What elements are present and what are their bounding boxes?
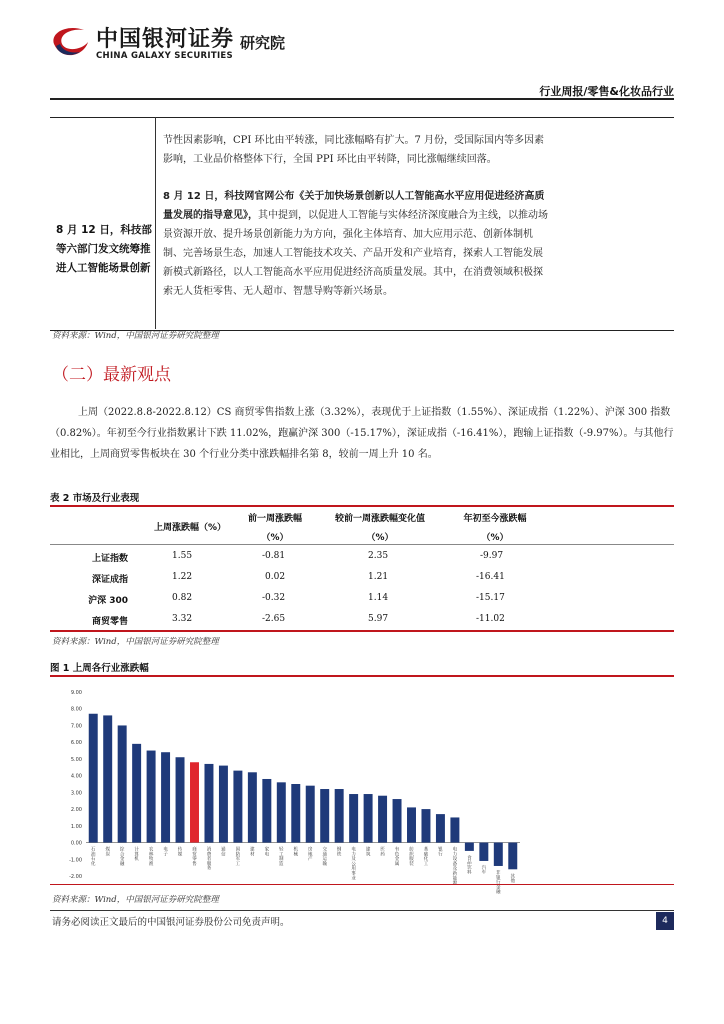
category-label: 其他 — [510, 874, 516, 885]
page-number: 4 — [656, 912, 674, 930]
category-label: 机械 — [293, 847, 299, 858]
category-label: 家电 — [264, 847, 270, 858]
chart-bar — [436, 814, 445, 842]
source-note-2: 资料来源：Wind，中国银河证券研究院整理 — [52, 637, 219, 647]
table-cell: 3.32 — [172, 614, 193, 624]
chart-bar — [479, 843, 488, 861]
footer-disclaimer: 请务必阅读正文最后的中国银河证券股份公司免责声明。 — [52, 917, 290, 928]
table-caption: 表 2 市场及行业表现 — [50, 493, 140, 504]
row-label-hs300: 沪深 300 — [88, 596, 128, 606]
table-cell: 1.14 — [368, 593, 389, 603]
row-label-retail: 商贸零售 — [91, 617, 128, 627]
table-cell: -9.97 — [480, 551, 504, 561]
news-paragraph-2 — [163, 187, 549, 301]
category-label: 医药 — [380, 847, 385, 858]
brand-name-en: CHINA GALAXY SECURITIES — [96, 51, 233, 61]
chart-bar — [306, 786, 315, 843]
chart-bar — [407, 807, 416, 842]
brand-subtitle: 研究院 — [240, 34, 286, 52]
col-header-4: 年初至今涨跌幅 — [463, 514, 527, 524]
brand-name-cn: 中国银河证券 — [96, 27, 235, 52]
category-label: 计算机 — [134, 847, 139, 863]
category-label: 轻工制造 — [279, 847, 284, 867]
chart-bar — [219, 766, 228, 843]
chart-bar — [190, 762, 199, 842]
chart-bar — [378, 796, 387, 843]
news-body: 其中提到，以促进人工智能与实体经济深度融合为主线，以推动场景资源开放、提升场景创新能力为方向，强化主体培育、加大应用示范、创新体制机制、完善场景生态，加速人工智能技术攻关、产品开发和产业培育，探索人工智能发展新模式新路径，以人工智能高水平应用促进经济高质量发展。其中，在消费领域积极探索无人货柜零售、无人超市、智慧导购等新兴场景。 — [163, 210, 548, 297]
news-left-label: 8 月 12 日，科技部等六部门发文统筹推进人工智能场景创新 — [56, 224, 152, 274]
category-label: 银行 — [438, 847, 443, 858]
y-tick-label: 4.00 — [70, 773, 82, 780]
section-paragraph: 上周（2022.8.8-2022.8.12）CS 商贸零售指数上涨（3.32%），表现优于上证指数（1.55%）、深证成指（1.22%）、沪深 300 指数（0.82%）。年初至今行业指数累计下跌 11.02%，跑赢沪深 300（-15.17%），深证成指（-16.41%），跑输上证指数（-9.97%）。与其他行业相比，上周商贸零售板块在 30 个行业分类中涨跌幅排名第 8，较前一周上升 10 名。 — [50, 407, 674, 460]
category-label: 建筑 — [365, 847, 371, 858]
category-label: 电力及公用事业 — [351, 847, 356, 882]
category-label: 国防军工 — [235, 847, 241, 867]
col-header-2: 前一周涨跌幅 — [247, 514, 302, 524]
y-tick-label: 8.00 — [70, 706, 82, 713]
table-cell: 1.22 — [172, 572, 193, 582]
category-label: 电力设备及新能 — [452, 847, 458, 882]
category-label: 建材 — [250, 847, 255, 858]
chart-bar — [89, 714, 98, 843]
table-cell: 1.21 — [368, 572, 389, 582]
figure-bottom-rule — [50, 884, 674, 885]
y-tick-label: 2.00 — [70, 807, 82, 814]
category-label: 交通运输 — [322, 847, 327, 867]
chart-bar — [335, 789, 344, 843]
chart-bar — [320, 789, 329, 843]
table-cell: -16.41 — [476, 572, 505, 582]
chart-bar — [147, 751, 156, 843]
category-label: 基础化工 — [423, 847, 429, 867]
table-cell: -11.02 — [476, 614, 505, 624]
chart-bar — [118, 725, 127, 842]
col-header-3: 较前一周涨跌幅变化值 — [334, 514, 425, 524]
y-tick-label: 3.00 — [70, 790, 82, 797]
table-bottom-rule — [50, 630, 674, 632]
chart-bar — [176, 757, 185, 842]
category-label: 汽车 — [481, 865, 487, 876]
table-cell: 0.82 — [172, 593, 193, 603]
category-label: 农林牧渔 — [148, 847, 154, 867]
category-label: 电子 — [163, 847, 168, 858]
category-label: 石油石化 — [90, 847, 96, 867]
col-header-2-unit: （%） — [261, 533, 289, 543]
chart-bar — [421, 809, 430, 842]
table-cell: 0.02 — [265, 572, 286, 582]
y-tick-label: -1.00 — [69, 857, 82, 864]
category-label: 有色金属 — [394, 847, 400, 867]
source-note-3: 资料来源：Wind，中国银河证券研究院整理 — [52, 895, 219, 905]
figure-caption: 图 1 上周各行业涨跌幅 — [50, 663, 149, 674]
category-label: 食品饮料 — [467, 855, 472, 876]
industry-bar-chart — [50, 680, 674, 896]
col-header-1: 上周涨跌幅（%） — [153, 523, 227, 533]
table-cell: -0.32 — [262, 593, 286, 603]
col-header-4-unit: （%） — [481, 533, 509, 543]
row-label-sh: 上证指数 — [91, 554, 128, 564]
header-divider — [50, 98, 674, 100]
category-label: 非银金融 — [496, 870, 501, 896]
table-cell: 2.35 — [368, 551, 389, 561]
category-label: 商贸零售 — [192, 847, 197, 867]
category-label: 通信 — [221, 847, 226, 858]
y-tick-label: 5.00 — [70, 756, 82, 763]
col-header-3-unit: （%） — [366, 533, 394, 543]
chart-bar — [248, 772, 257, 842]
chart-bar — [465, 843, 474, 851]
category-label: 纺织服装 — [409, 847, 414, 867]
chart-bar — [132, 744, 141, 843]
footer-divider — [50, 910, 674, 911]
table-cell: -2.65 — [262, 614, 286, 624]
category-label: 综合金融 — [119, 847, 125, 867]
chart-bar — [161, 752, 170, 842]
category-label: 消费者服务 — [206, 847, 212, 872]
chart-bar — [349, 794, 358, 843]
y-tick-label: -2.00 — [69, 874, 82, 880]
y-tick-label: 0.00 — [70, 840, 82, 847]
y-tick-label: 6.00 — [70, 740, 82, 747]
category-label: 房地产 — [307, 847, 313, 863]
category-label: 钢铁 — [336, 847, 342, 858]
table-cell: 1.55 — [172, 551, 193, 561]
table-cell: -0.81 — [262, 551, 286, 561]
chart-bar — [364, 794, 373, 843]
row-label-sz: 深证成指 — [91, 575, 128, 585]
category-label: 煤炭 — [105, 847, 110, 858]
y-tick-label: 1.00 — [70, 823, 82, 830]
news-bold-lead: 8 月 12 日，科技网官网公布《关于加快场景创新以人工智能高水平应用促进经济高质量发展的指导意见》， — [163, 191, 545, 221]
table-header-rule — [50, 544, 674, 545]
chart-bar — [204, 764, 213, 843]
chart-bar — [291, 784, 300, 843]
chart-bar — [508, 843, 517, 870]
chart-bar — [277, 782, 286, 842]
chart-bar — [494, 843, 503, 866]
news-paragraph-1: 节性因素影响，CPI 环比由平转涨，同比涨幅略有扩大。7 月份，受国际国内等多因素影响，工业品价格整体下行，全国 PPI 环比由平转降，同比涨幅继续回落。 — [163, 135, 545, 165]
chart-bar — [262, 779, 271, 843]
news-table-divider — [155, 117, 156, 329]
source-note-1: 资料来源：Wind，中国银河证券研究院整理 — [52, 331, 219, 341]
table-cell: -15.17 — [476, 593, 505, 603]
y-tick-label: 9.00 — [70, 690, 82, 696]
chart-bar — [450, 817, 459, 842]
chart-bar — [233, 771, 242, 843]
table-cell: 5.97 — [368, 614, 389, 624]
table-top-rule — [50, 505, 674, 507]
report-type: 行业周报/零售&化妆品行业 — [539, 85, 674, 98]
chart-bar — [103, 715, 112, 842]
chart-bar — [393, 799, 402, 842]
figure-top-rule — [50, 675, 674, 677]
category-label: 传媒 — [177, 847, 183, 858]
section-title: （二）最新观点 — [52, 365, 171, 385]
galaxy-logo-icon — [48, 24, 90, 62]
y-tick-label: 7.00 — [70, 723, 82, 730]
